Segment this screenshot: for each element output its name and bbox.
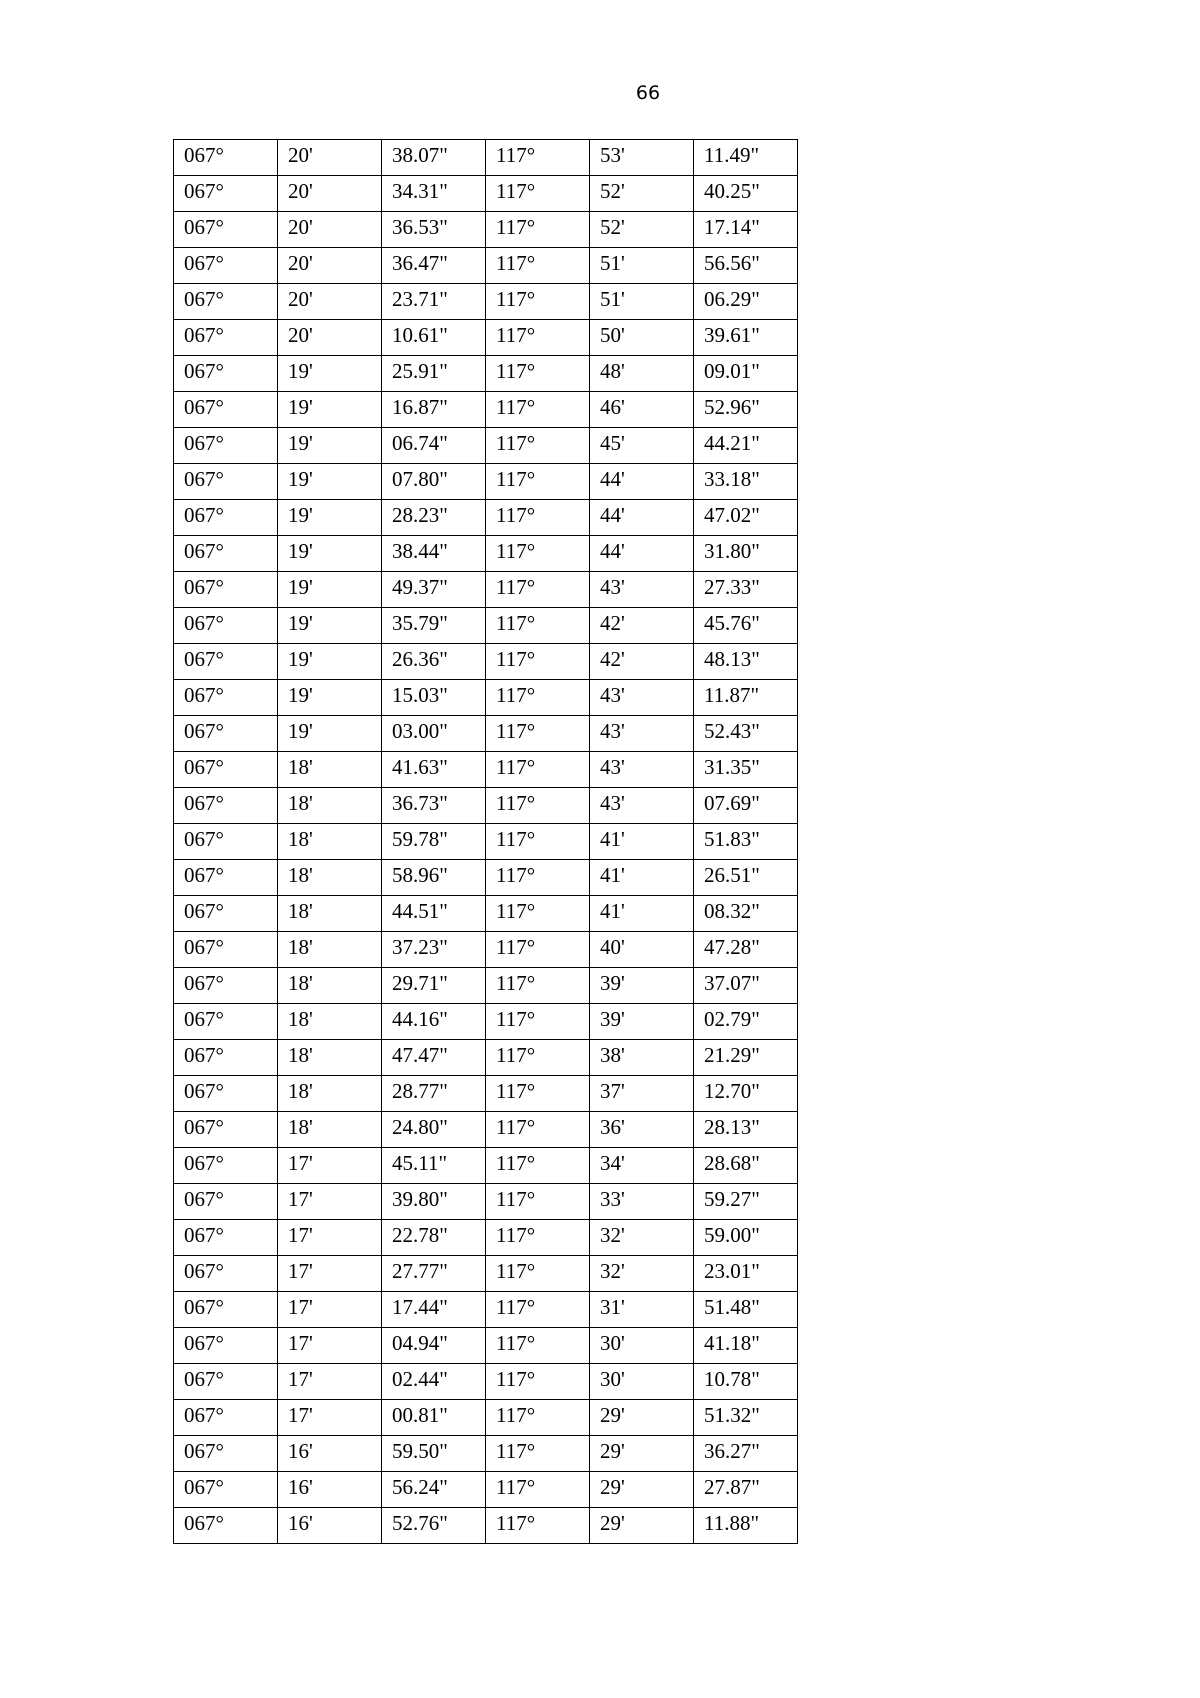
cell-lat-minutes: 20': [278, 248, 382, 284]
cell-lat-minutes: 19': [278, 608, 382, 644]
cell-lat-degrees: 067°: [174, 140, 278, 176]
cell-lat-seconds: 44.16": [382, 1004, 486, 1040]
cell-lon-seconds: 51.83": [694, 824, 798, 860]
cell-lat-seconds: 59.50": [382, 1436, 486, 1472]
cell-lat-seconds: 22.78": [382, 1220, 486, 1256]
cell-lon-degrees: 117°: [486, 1184, 590, 1220]
cell-lat-seconds: 41.63": [382, 752, 486, 788]
cell-lat-minutes: 17': [278, 1364, 382, 1400]
cell-lat-seconds: 28.23": [382, 500, 486, 536]
cell-lat-minutes: 18': [278, 932, 382, 968]
cell-lat-minutes: 16': [278, 1508, 382, 1544]
cell-lat-degrees: 067°: [174, 752, 278, 788]
table-row: [174, 752, 798, 788]
cell-lat-degrees: 067°: [174, 1436, 278, 1472]
table-row: [174, 464, 798, 500]
cell-lon-minutes: 43': [590, 752, 694, 788]
cell-lat-seconds: 02.44": [382, 1364, 486, 1400]
cell-lon-seconds: 59.27": [694, 1184, 798, 1220]
table-row: [174, 140, 798, 176]
cell-lat-degrees: 067°: [174, 932, 278, 968]
cell-lon-degrees: 117°: [486, 1472, 590, 1508]
cell-lon-minutes: 34': [590, 1148, 694, 1184]
cell-lat-degrees: 067°: [174, 572, 278, 608]
cell-lat-minutes: 18': [278, 752, 382, 788]
cell-lon-degrees: 117°: [486, 824, 590, 860]
cell-lat-minutes: 16': [278, 1436, 382, 1472]
cell-lon-degrees: 117°: [486, 428, 590, 464]
cell-lat-degrees: 067°: [174, 680, 278, 716]
cell-lon-seconds: 45.76": [694, 608, 798, 644]
cell-lon-seconds: 26.51": [694, 860, 798, 896]
cell-lon-seconds: 11.49": [694, 140, 798, 176]
cell-lon-degrees: 117°: [486, 716, 590, 752]
table-row: [174, 1256, 798, 1292]
cell-lat-minutes: 17': [278, 1256, 382, 1292]
cell-lat-minutes: 17': [278, 1184, 382, 1220]
cell-lat-seconds: 38.07": [382, 140, 486, 176]
table-row: [174, 320, 798, 356]
cell-lon-minutes: 32': [590, 1256, 694, 1292]
cell-lon-degrees: 117°: [486, 536, 590, 572]
cell-lat-minutes: 18': [278, 1040, 382, 1076]
cell-lat-degrees: 067°: [174, 1292, 278, 1328]
table-row: [174, 968, 798, 1004]
cell-lon-seconds: 33.18": [694, 464, 798, 500]
cell-lat-minutes: 19': [278, 644, 382, 680]
table-row: [174, 788, 798, 824]
cell-lon-minutes: 39': [590, 968, 694, 1004]
cell-lon-minutes: 52': [590, 212, 694, 248]
cell-lon-seconds: 08.32": [694, 896, 798, 932]
table-row: [174, 644, 798, 680]
cell-lat-degrees: 067°: [174, 500, 278, 536]
cell-lon-seconds: 17.14": [694, 212, 798, 248]
cell-lon-degrees: 117°: [486, 788, 590, 824]
table-row: [174, 500, 798, 536]
table-row: [174, 1112, 798, 1148]
cell-lon-seconds: 12.70": [694, 1076, 798, 1112]
cell-lon-seconds: 47.28": [694, 932, 798, 968]
cell-lat-degrees: 067°: [174, 1148, 278, 1184]
cell-lon-degrees: 117°: [486, 140, 590, 176]
cell-lat-degrees: 067°: [174, 1004, 278, 1040]
table-row: [174, 212, 798, 248]
cell-lon-degrees: 117°: [486, 320, 590, 356]
cell-lat-degrees: 067°: [174, 896, 278, 932]
cell-lat-minutes: 19': [278, 536, 382, 572]
cell-lat-seconds: 15.03": [382, 680, 486, 716]
cell-lat-degrees: 067°: [174, 176, 278, 212]
cell-lon-minutes: 30': [590, 1364, 694, 1400]
cell-lon-minutes: 37': [590, 1076, 694, 1112]
table-row: [174, 1292, 798, 1328]
table-row: [174, 1040, 798, 1076]
table-row: [174, 1184, 798, 1220]
cell-lon-minutes: 38': [590, 1040, 694, 1076]
cell-lon-seconds: 47.02": [694, 500, 798, 536]
cell-lon-minutes: 52': [590, 176, 694, 212]
cell-lon-seconds: 40.25": [694, 176, 798, 212]
cell-lon-minutes: 42': [590, 608, 694, 644]
cell-lat-seconds: 37.23": [382, 932, 486, 968]
table-row: [174, 536, 798, 572]
cell-lon-seconds: 07.69": [694, 788, 798, 824]
cell-lat-minutes: 17': [278, 1292, 382, 1328]
cell-lat-degrees: 067°: [174, 968, 278, 1004]
cell-lon-degrees: 117°: [486, 1256, 590, 1292]
cell-lat-seconds: 59.78": [382, 824, 486, 860]
cell-lon-degrees: 117°: [486, 1112, 590, 1148]
cell-lat-degrees: 067°: [174, 320, 278, 356]
cell-lon-minutes: 48': [590, 356, 694, 392]
table-row: [174, 572, 798, 608]
cell-lat-seconds: 36.53": [382, 212, 486, 248]
table-row: [174, 356, 798, 392]
cell-lat-degrees: 067°: [174, 716, 278, 752]
cell-lat-seconds: 24.80": [382, 1112, 486, 1148]
cell-lat-seconds: 36.73": [382, 788, 486, 824]
cell-lat-minutes: 20': [278, 212, 382, 248]
cell-lat-degrees: 067°: [174, 428, 278, 464]
table-row: [174, 1004, 798, 1040]
cell-lat-minutes: 18': [278, 896, 382, 932]
cell-lat-seconds: 36.47": [382, 248, 486, 284]
cell-lat-minutes: 18': [278, 824, 382, 860]
cell-lat-seconds: 07.80": [382, 464, 486, 500]
cell-lat-seconds: 23.71": [382, 284, 486, 320]
cell-lon-minutes: 51': [590, 284, 694, 320]
cell-lat-degrees: 067°: [174, 1400, 278, 1436]
cell-lon-seconds: 27.87": [694, 1472, 798, 1508]
cell-lon-seconds: 28.13": [694, 1112, 798, 1148]
cell-lon-degrees: 117°: [486, 968, 590, 1004]
cell-lat-degrees: 067°: [174, 824, 278, 860]
cell-lat-seconds: 29.71": [382, 968, 486, 1004]
cell-lat-seconds: 52.76": [382, 1508, 486, 1544]
cell-lat-degrees: 067°: [174, 644, 278, 680]
cell-lat-seconds: 27.77": [382, 1256, 486, 1292]
cell-lat-degrees: 067°: [174, 1076, 278, 1112]
cell-lon-minutes: 29': [590, 1400, 694, 1436]
cell-lat-degrees: 067°: [174, 1040, 278, 1076]
cell-lon-seconds: 39.61": [694, 320, 798, 356]
cell-lat-seconds: 47.47": [382, 1040, 486, 1076]
cell-lat-degrees: 067°: [174, 860, 278, 896]
table-row: [174, 1220, 798, 1256]
cell-lat-degrees: 067°: [174, 464, 278, 500]
cell-lat-degrees: 067°: [174, 536, 278, 572]
cell-lon-degrees: 117°: [486, 284, 590, 320]
cell-lon-minutes: 42': [590, 644, 694, 680]
cell-lon-degrees: 117°: [486, 1364, 590, 1400]
cell-lat-degrees: 067°: [174, 392, 278, 428]
cell-lat-minutes: 19': [278, 572, 382, 608]
cell-lon-degrees: 117°: [486, 860, 590, 896]
cell-lon-minutes: 29': [590, 1472, 694, 1508]
table-row: [174, 1436, 798, 1472]
cell-lat-degrees: 067°: [174, 1184, 278, 1220]
cell-lon-minutes: 51': [590, 248, 694, 284]
cell-lon-seconds: 06.29": [694, 284, 798, 320]
cell-lat-seconds: 00.81": [382, 1400, 486, 1436]
table-row: [174, 284, 798, 320]
table-row: [174, 896, 798, 932]
cell-lat-minutes: 18': [278, 860, 382, 896]
table-row: [174, 860, 798, 896]
cell-lon-degrees: 117°: [486, 932, 590, 968]
cell-lat-minutes: 20': [278, 320, 382, 356]
cell-lat-minutes: 18': [278, 788, 382, 824]
cell-lat-minutes: 19': [278, 356, 382, 392]
table-row: [174, 932, 798, 968]
cell-lon-degrees: 117°: [486, 392, 590, 428]
cell-lon-degrees: 117°: [486, 212, 590, 248]
cell-lon-minutes: 40': [590, 932, 694, 968]
cell-lon-seconds: 44.21": [694, 428, 798, 464]
cell-lon-degrees: 117°: [486, 1400, 590, 1436]
cell-lat-seconds: 06.74": [382, 428, 486, 464]
cell-lon-minutes: 41': [590, 896, 694, 932]
table-row: [174, 1148, 798, 1184]
cell-lat-minutes: 18': [278, 1112, 382, 1148]
cell-lon-seconds: 41.18": [694, 1328, 798, 1364]
cell-lat-minutes: 20': [278, 284, 382, 320]
cell-lon-minutes: 43': [590, 572, 694, 608]
cell-lon-minutes: 33': [590, 1184, 694, 1220]
cell-lat-seconds: 17.44": [382, 1292, 486, 1328]
table-row: [174, 680, 798, 716]
cell-lon-degrees: 117°: [486, 1508, 590, 1544]
cell-lat-seconds: 38.44": [382, 536, 486, 572]
cell-lat-minutes: 19': [278, 428, 382, 464]
table-row: [174, 1400, 798, 1436]
cell-lon-minutes: 44': [590, 536, 694, 572]
cell-lon-degrees: 117°: [486, 464, 590, 500]
cell-lon-minutes: 43': [590, 680, 694, 716]
table-row: [174, 248, 798, 284]
coordinates-table: [173, 139, 798, 1544]
cell-lat-seconds: 25.91": [382, 356, 486, 392]
cell-lat-degrees: 067°: [174, 248, 278, 284]
cell-lon-seconds: 37.07": [694, 968, 798, 1004]
table-row: [174, 428, 798, 464]
cell-lon-seconds: 10.78": [694, 1364, 798, 1400]
cell-lat-seconds: 04.94": [382, 1328, 486, 1364]
cell-lat-seconds: 44.51": [382, 896, 486, 932]
cell-lat-minutes: 20': [278, 176, 382, 212]
cell-lon-minutes: 44': [590, 500, 694, 536]
cell-lat-seconds: 03.00": [382, 716, 486, 752]
cell-lon-minutes: 29': [590, 1436, 694, 1472]
cell-lat-minutes: 18': [278, 1076, 382, 1112]
cell-lat-seconds: 26.36": [382, 644, 486, 680]
cell-lat-seconds: 16.87": [382, 392, 486, 428]
table-row: [174, 1076, 798, 1112]
cell-lon-minutes: 45': [590, 428, 694, 464]
table-row: [174, 824, 798, 860]
cell-lon-degrees: 117°: [486, 572, 590, 608]
cell-lat-minutes: 17': [278, 1220, 382, 1256]
cell-lon-degrees: 117°: [486, 680, 590, 716]
cell-lat-degrees: 067°: [174, 1508, 278, 1544]
cell-lat-seconds: 49.37": [382, 572, 486, 608]
cell-lon-degrees: 117°: [486, 500, 590, 536]
cell-lat-minutes: 19': [278, 464, 382, 500]
cell-lat-seconds: 28.77": [382, 1076, 486, 1112]
cell-lon-seconds: 02.79": [694, 1004, 798, 1040]
cell-lon-minutes: 29': [590, 1508, 694, 1544]
cell-lon-degrees: 117°: [486, 248, 590, 284]
cell-lon-degrees: 117°: [486, 608, 590, 644]
cell-lon-degrees: 117°: [486, 1076, 590, 1112]
cell-lat-degrees: 067°: [174, 284, 278, 320]
cell-lon-degrees: 117°: [486, 752, 590, 788]
cell-lon-seconds: 48.13": [694, 644, 798, 680]
cell-lat-minutes: 18': [278, 968, 382, 1004]
cell-lon-minutes: 36': [590, 1112, 694, 1148]
cell-lat-degrees: 067°: [174, 1220, 278, 1256]
cell-lat-seconds: 58.96": [382, 860, 486, 896]
cell-lon-degrees: 117°: [486, 644, 590, 680]
cell-lat-seconds: 56.24": [382, 1472, 486, 1508]
cell-lat-minutes: 18': [278, 1004, 382, 1040]
table-row: [174, 176, 798, 212]
cell-lat-minutes: 19': [278, 500, 382, 536]
cell-lon-degrees: 117°: [486, 896, 590, 932]
cell-lon-seconds: 52.96": [694, 392, 798, 428]
cell-lon-seconds: 21.29": [694, 1040, 798, 1076]
table-row: [174, 716, 798, 752]
cell-lon-seconds: 31.35": [694, 752, 798, 788]
cell-lat-degrees: 067°: [174, 1472, 278, 1508]
cell-lat-minutes: 19': [278, 680, 382, 716]
table-row: [174, 392, 798, 428]
cell-lon-minutes: 53': [590, 140, 694, 176]
cell-lat-degrees: 067°: [174, 1364, 278, 1400]
cell-lat-seconds: 34.31": [382, 176, 486, 212]
cell-lon-degrees: 117°: [486, 1004, 590, 1040]
cell-lat-degrees: 067°: [174, 788, 278, 824]
cell-lon-degrees: 117°: [486, 1292, 590, 1328]
cell-lat-degrees: 067°: [174, 1112, 278, 1148]
cell-lon-seconds: 31.80": [694, 536, 798, 572]
cell-lat-degrees: 067°: [174, 356, 278, 392]
table-row: [174, 1472, 798, 1508]
cell-lon-degrees: 117°: [486, 1040, 590, 1076]
cell-lon-seconds: 27.33": [694, 572, 798, 608]
cell-lon-seconds: 36.27": [694, 1436, 798, 1472]
cell-lon-minutes: 31': [590, 1292, 694, 1328]
cell-lon-minutes: 32': [590, 1220, 694, 1256]
cell-lat-seconds: 45.11": [382, 1148, 486, 1184]
cell-lon-seconds: 51.32": [694, 1400, 798, 1436]
cell-lat-minutes: 16': [278, 1472, 382, 1508]
cell-lat-minutes: 17': [278, 1400, 382, 1436]
table-row: [174, 1328, 798, 1364]
cell-lon-seconds: 28.68": [694, 1148, 798, 1184]
cell-lat-seconds: 35.79": [382, 608, 486, 644]
cell-lat-minutes: 17': [278, 1328, 382, 1364]
cell-lon-degrees: 117°: [486, 1436, 590, 1472]
cell-lon-seconds: 23.01": [694, 1256, 798, 1292]
cell-lon-minutes: 43': [590, 788, 694, 824]
cell-lon-seconds: 11.88": [694, 1508, 798, 1544]
cell-lat-degrees: 067°: [174, 1256, 278, 1292]
cell-lon-minutes: 39': [590, 1004, 694, 1040]
table-row: [174, 1364, 798, 1400]
cell-lon-minutes: 30': [590, 1328, 694, 1364]
table-row: [174, 608, 798, 644]
cell-lat-degrees: 067°: [174, 608, 278, 644]
cell-lat-minutes: 19': [278, 716, 382, 752]
cell-lon-minutes: 46': [590, 392, 694, 428]
cell-lon-seconds: 59.00": [694, 1220, 798, 1256]
cell-lon-minutes: 41': [590, 824, 694, 860]
cell-lon-seconds: 09.01": [694, 356, 798, 392]
cell-lon-seconds: 11.87": [694, 680, 798, 716]
cell-lon-degrees: 117°: [486, 1328, 590, 1364]
cell-lon-minutes: 50': [590, 320, 694, 356]
cell-lat-minutes: 20': [278, 140, 382, 176]
cell-lon-seconds: 56.56": [694, 248, 798, 284]
cell-lon-degrees: 117°: [486, 1220, 590, 1256]
cell-lat-degrees: 067°: [174, 1328, 278, 1364]
cell-lat-degrees: 067°: [174, 212, 278, 248]
cell-lat-seconds: 39.80": [382, 1184, 486, 1220]
cell-lon-seconds: 51.48": [694, 1292, 798, 1328]
cell-lon-degrees: 117°: [486, 1148, 590, 1184]
cell-lon-seconds: 52.43": [694, 716, 798, 752]
cell-lon-degrees: 117°: [486, 356, 590, 392]
cell-lon-minutes: 43': [590, 716, 694, 752]
cell-lon-degrees: 117°: [486, 176, 590, 212]
cell-lat-minutes: 17': [278, 1148, 382, 1184]
table-row: [174, 1508, 798, 1544]
cell-lon-minutes: 41': [590, 860, 694, 896]
page-number: 66: [635, 82, 661, 104]
cell-lat-minutes: 19': [278, 392, 382, 428]
cell-lon-minutes: 44': [590, 464, 694, 500]
coordinates-table-body: [174, 140, 798, 1544]
cell-lat-seconds: 10.61": [382, 320, 486, 356]
